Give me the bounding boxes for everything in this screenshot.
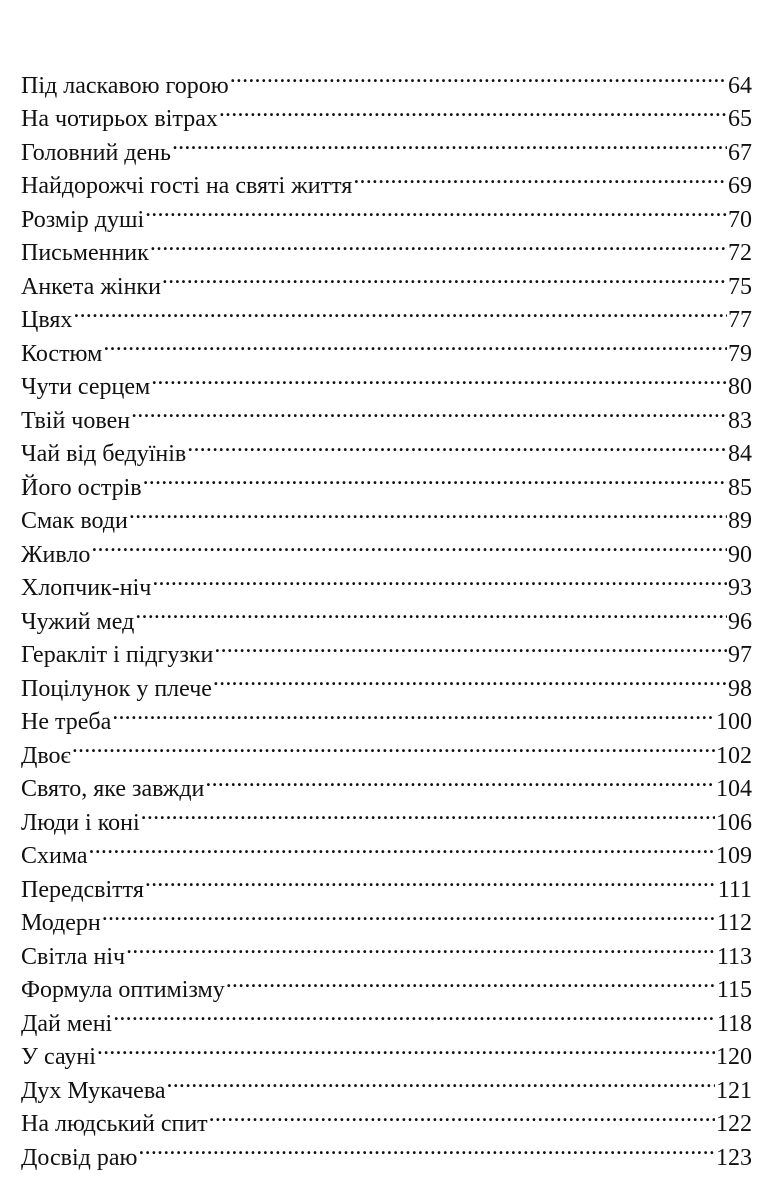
toc-entry-page-number: 112 [716, 910, 752, 936]
toc-dot-leader [226, 964, 716, 998]
toc-dot-leader [145, 863, 717, 897]
toc-dot-leader [213, 662, 727, 696]
toc-dot-leader [230, 59, 727, 93]
toc-entry-page-number: 90 [728, 541, 752, 568]
toc-entry [21, 897, 752, 936]
toc-dot-leader [112, 696, 715, 730]
toc-entry-page-number: 67 [728, 139, 752, 166]
toc-entry-page-number: 111 [717, 876, 752, 903]
toc-dot-leader [129, 495, 727, 529]
toc-dot-leader [162, 260, 727, 294]
toc-entry-title: Поцілунок у плече [21, 675, 212, 702]
toc-entry [21, 294, 752, 333]
toc-entry-page-number: 98 [728, 675, 752, 702]
toc-entry-title: Дух Мукачева [21, 1077, 166, 1104]
toc-entry-title: На людський спит [21, 1111, 208, 1137]
toc-entry-page-number: 93 [728, 575, 752, 601]
toc-dot-leader [214, 629, 727, 663]
toc-entry-title: Розмір душі [21, 206, 145, 233]
toc-entry [21, 830, 752, 869]
toc-entry-title: Головний день [21, 139, 171, 166]
toc-entry-title: Його острів [21, 474, 142, 501]
toc-entry-title: Чужий мед [21, 608, 135, 635]
toc-entry-page-number: 70 [728, 206, 752, 233]
toc-entry [21, 696, 752, 735]
toc-dot-leader [353, 160, 727, 194]
toc-entry-title: Схима [21, 843, 88, 869]
toc-entry [21, 763, 752, 802]
toc-entry-page-number: 118 [716, 1010, 752, 1037]
toc-entry-page-number: 115 [716, 977, 752, 1003]
toc-dot-leader [150, 227, 727, 261]
toc-dot-leader [219, 93, 727, 127]
toc-dot-leader [172, 126, 727, 160]
toc-entry-page-number: 106 [716, 809, 752, 836]
toc-entry-page-number: 113 [716, 943, 752, 970]
toc-entry-title: Геракліт і підгузки [21, 642, 214, 668]
table-of-contents [21, 59, 752, 1171]
toc-entry-page-number: 75 [728, 273, 752, 300]
toc-dot-leader [209, 1098, 715, 1132]
toc-entry-page-number: 104 [716, 776, 752, 802]
toc-entry-title: Чути серцем [21, 374, 151, 400]
toc-entry-title: Люди і коні [21, 809, 140, 836]
toc-dot-leader [167, 1064, 716, 1098]
toc-entry [21, 863, 752, 903]
toc-entry-title: Формула оптимізму [21, 977, 225, 1003]
toc-entry-page-number: 64 [728, 72, 752, 99]
toc-entry-page-number: 100 [716, 709, 752, 735]
toc-entry [21, 729, 752, 769]
toc-entry-page-number: 79 [728, 340, 752, 367]
toc-dot-leader [138, 1131, 715, 1165]
toc-entry-page-number: 123 [716, 1144, 752, 1171]
toc-entry [21, 327, 752, 367]
toc-entry-page-number: 77 [728, 307, 752, 333]
toc-entry [21, 562, 752, 601]
toc-entry-title: Живло [21, 541, 91, 568]
toc-entry-title: Твій човен [21, 407, 131, 434]
toc-dot-leader [135, 595, 727, 629]
toc-entry-title: Під ласкавою горою [21, 72, 229, 99]
toc-entry-title: Чай від бедуїнів [21, 441, 187, 467]
toc-entry-page-number: 80 [728, 374, 752, 400]
toc-dot-leader [145, 193, 727, 227]
toc-entry [21, 1031, 752, 1070]
toc-dot-leader [152, 562, 727, 596]
toc-entry-page-number: 96 [728, 608, 752, 635]
toc-entry-page-number: 85 [728, 474, 752, 501]
toc-entry-title: У сауні [21, 1044, 96, 1070]
toc-entry-title: Не треба [21, 709, 112, 735]
toc-entry-page-number: 122 [716, 1111, 752, 1137]
toc-entry-title: Цвях [21, 307, 73, 333]
toc-dot-leader [151, 361, 727, 395]
toc-dot-leader [126, 930, 716, 964]
toc-entry-page-number: 109 [716, 843, 752, 869]
toc-entry-title: На чотирьох вітрах [21, 106, 218, 132]
toc-dot-leader [141, 796, 715, 830]
toc-dot-leader [205, 763, 715, 797]
toc-entry [21, 495, 752, 534]
toc-entry-page-number: 97 [728, 642, 752, 668]
toc-entry [21, 59, 752, 99]
toc-entry-title: Дай мені [21, 1010, 113, 1037]
toc-entry-page-number: 84 [728, 441, 752, 467]
toc-entry-page-number: 65 [728, 106, 752, 132]
toc-entry-page-number: 120 [716, 1044, 752, 1070]
toc-entry [21, 528, 752, 568]
toc-entry-title: Досвід раю [21, 1144, 138, 1171]
toc-entry-title: Передсвіття [21, 876, 144, 903]
toc-entry-title: Письменник [21, 240, 149, 266]
toc-entry-page-number: 83 [728, 407, 752, 434]
toc-dot-leader [143, 461, 727, 495]
toc-dot-leader [187, 428, 727, 462]
toc-entry-title: Хлопчик-ніч [21, 575, 152, 601]
toc-dot-leader [89, 830, 715, 864]
toc-entry-title: Модерн [21, 910, 101, 936]
toc-entry-title: Анкета жінки [21, 273, 161, 300]
toc-dot-leader [113, 997, 716, 1031]
toc-entry-title: Смак води [21, 508, 128, 534]
toc-entry [21, 930, 752, 970]
toc-dot-leader [73, 294, 727, 328]
toc-entry-page-number: 102 [716, 742, 752, 769]
toc-entry [21, 361, 752, 400]
toc-entry-title: Двоє [21, 742, 71, 769]
toc-entry [21, 394, 752, 434]
toc-dot-leader [103, 327, 727, 361]
toc-dot-leader [131, 394, 727, 428]
toc-entry-title: Найдорожчі гості на святі життя [21, 173, 353, 199]
toc-entry [21, 997, 752, 1037]
toc-dot-leader [72, 729, 715, 763]
toc-entry-page-number: 72 [728, 240, 752, 266]
toc-entry-page-number: 121 [716, 1077, 752, 1104]
toc-entry-page-number: 69 [728, 173, 752, 199]
toc-entry [21, 964, 752, 1003]
toc-dot-leader [102, 897, 716, 931]
toc-entry-title: Світла ніч [21, 943, 126, 970]
toc-dot-leader [97, 1031, 715, 1065]
toc-dot-leader [91, 528, 727, 562]
toc-entry [21, 1064, 752, 1104]
toc-entry-title: Свято, яке завжди [21, 776, 205, 802]
toc-entry-title: Костюм [21, 340, 103, 367]
toc-entry-page-number: 89 [728, 508, 752, 534]
